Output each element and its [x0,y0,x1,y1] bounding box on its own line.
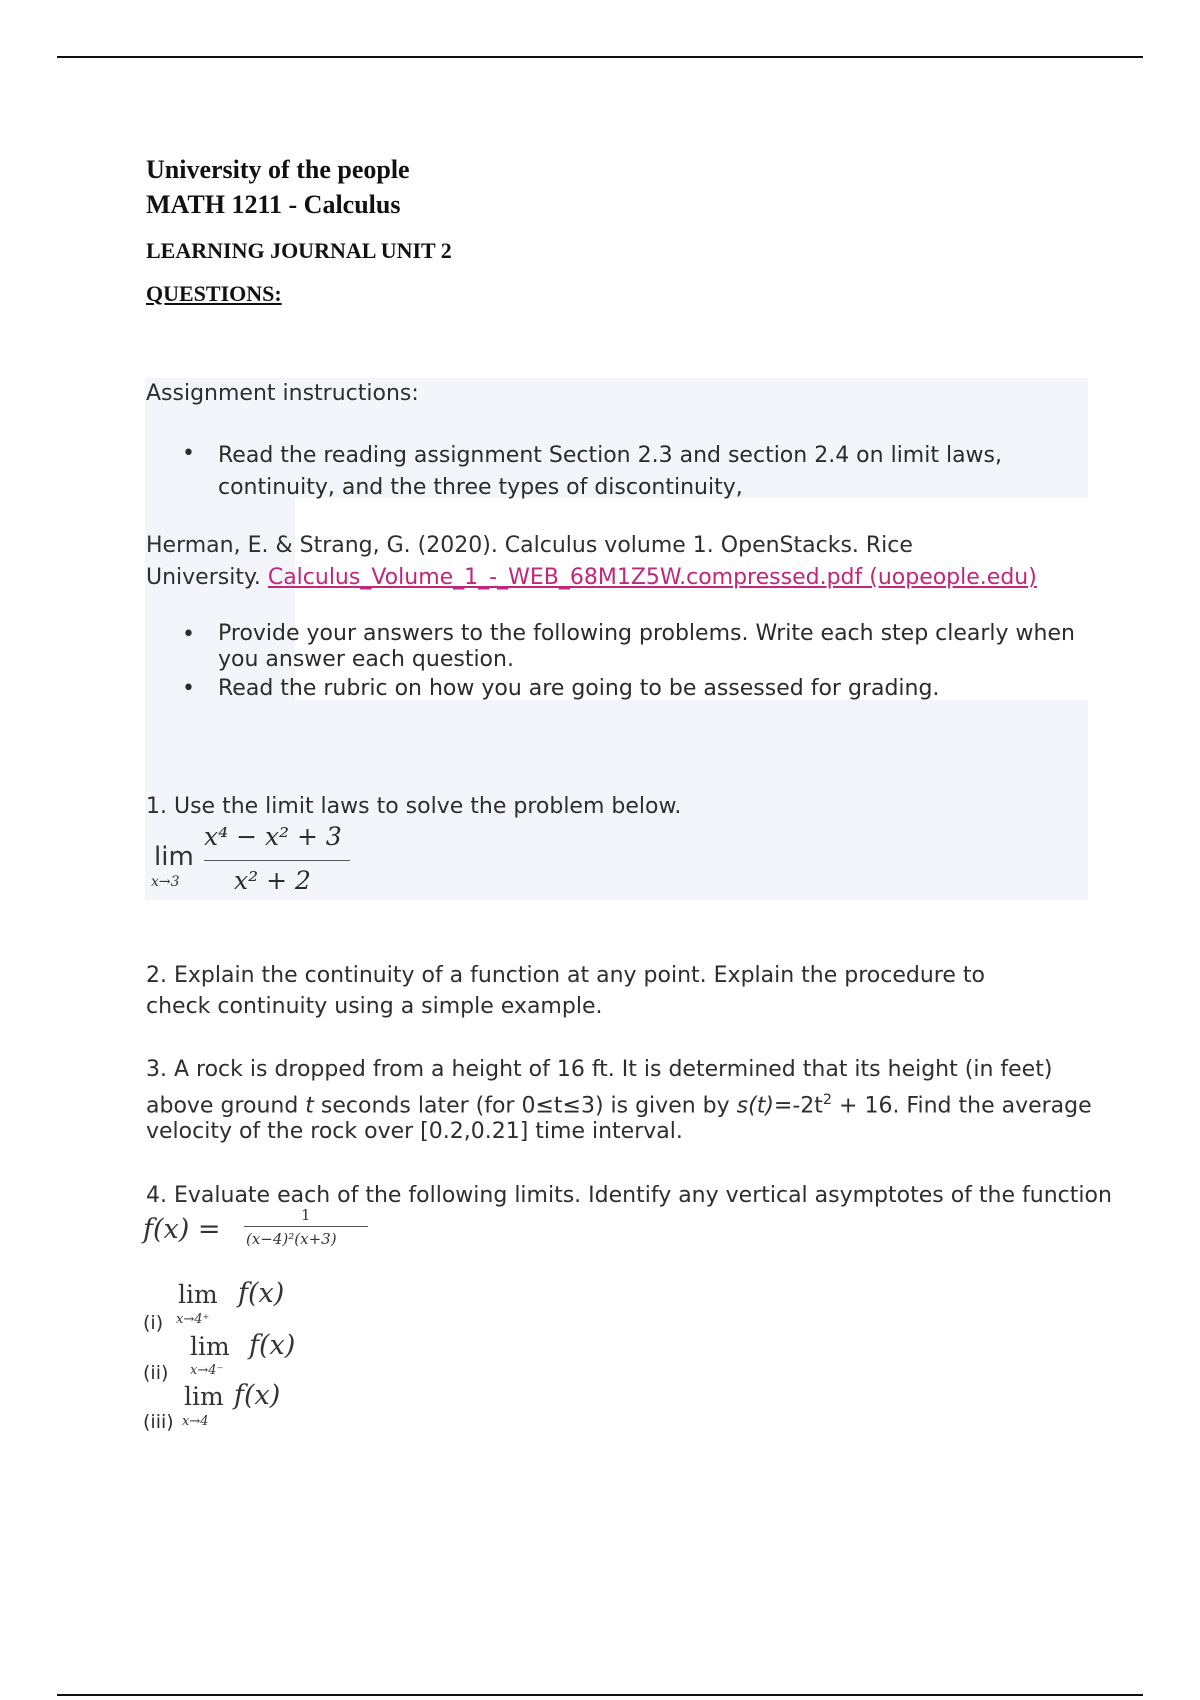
question-2: 2. Explain the continuity of a function at any point. Explain the procedure to check continuity using a simple example. [146,963,985,1019]
q4-fraction-bar [244,1226,368,1227]
bullet-icon: • [182,676,195,701]
course-title: MATH 1211 - Calculus [146,190,401,219]
citation-prefix: University. [146,565,268,590]
q3-text-d: + 16. Find the average [832,1093,1092,1119]
q3-var-t: t [305,1093,314,1119]
textbook-link[interactable]: Calculus_Volume_1_-_WEB_68M1Z5W.compressed.pdf (uopeople.edu) [267,565,1037,590]
q1-lim: lim [154,842,194,872]
q4-function-denominator: (x−4)²(x+3) [246,1230,337,1248]
q1-numerator: x⁴ − x² + 3 [204,822,342,851]
assignment-label: Assignment instructions: [146,381,419,406]
document-header [146,152,452,307]
bullet-icon: • [182,622,195,647]
bullet-icon: • [182,441,195,466]
part-label: (iii) [143,1411,174,1433]
bullet-rubric-text: Read the rubric on how you are going to be assessed for grading. [218,676,940,701]
question-3-line1: 3. A rock is dropped from a height of 16 ft. It is determined that its height (in feet) [146,1057,1053,1082]
part-label: (ii) [143,1362,169,1384]
part-expression: f(x) [238,1278,285,1309]
journal-title: LEARNING JOURNAL UNIT 2 [146,238,452,263]
part-lim: lim [184,1382,224,1411]
q1-lim-subscript: x→3 [151,874,180,890]
questions-heading: QUESTIONS: [146,281,282,306]
part-expression: f(x) [249,1330,296,1361]
part-label: (i) [143,1312,164,1334]
university-name: University of the people [146,155,410,184]
q3-text-b: seconds later (for 0≤t≤3) is given by [313,1093,737,1119]
part-expression: f(x) [234,1380,281,1411]
citation-line2 [146,562,1037,593]
top-rule [57,56,1143,58]
q3-text-c: =-2t [773,1093,823,1119]
citation-line1: Herman, E. & Strang, G. (2020). Calculus volume 1. OpenStacks. Rice [146,533,913,558]
part-lim: lim [190,1332,230,1361]
part-lim: lim [178,1280,218,1309]
q1-fraction-bar [204,860,350,861]
q4-function-lhs: f(x) = [143,1214,221,1245]
q3-text-a: above ground [146,1093,306,1119]
part-lim-subscript: x→4⁺ [176,1312,210,1327]
q3-func-s: s(t) [736,1093,774,1119]
part-lim-subscript: x→4⁻ [190,1363,224,1378]
question-4: 4. Evaluate each of the following limits. Identify any vertical asymptotes of the function [146,1183,1112,1208]
part-lim-subscript: x→4 [182,1414,209,1429]
q4-function-numerator: 1 [301,1206,311,1224]
q1-denominator: x² + 2 [234,866,311,895]
question-1: 1. Use the limit laws to solve the problem below. [146,794,682,819]
q3-exponent: 2 [822,1092,833,1108]
bottom-rule [57,1694,1143,1696]
bullet-reading-text: Read the reading assignment Section 2.3 and section 2.4 on limit laws, continuity, and the three types of discontinuity, [218,443,1003,500]
bullet-answers-text: Provide your answers to the following problems. Write each step clearly when you answer each question. [218,621,1075,672]
question-3-line3: velocity of the rock over [0.2,0.21] time interval. [146,1119,683,1144]
